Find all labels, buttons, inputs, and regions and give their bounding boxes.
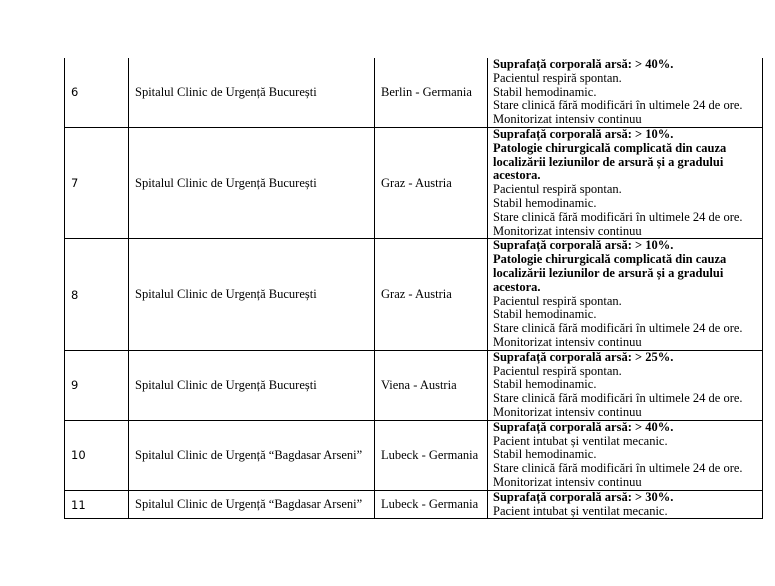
detail-bold-line: Suprafață corporală arsă: > 10%. bbox=[493, 126, 674, 141]
destination-cell: Viena - Austria bbox=[375, 350, 488, 420]
hospital-cell: Spitalul Clinic de Urgență București bbox=[129, 58, 375, 127]
detail-line: Stare clinică fără modificări în ultimele 24 de ore. bbox=[493, 98, 743, 113]
details-cell bbox=[488, 58, 763, 127]
detail-bold-line: acestora. bbox=[493, 168, 541, 183]
hospital-cell: Spitalul Clinic de Urgență “Bagdasar Arseni” bbox=[129, 420, 375, 490]
patients-table bbox=[64, 58, 763, 519]
row-number-cell: 11 bbox=[65, 490, 129, 519]
destination-cell: Lubeck - Germania bbox=[375, 420, 488, 490]
details-cell bbox=[488, 420, 763, 490]
detail-line: Stabil hemodinamic. bbox=[493, 377, 597, 392]
detail-bold-line: Patologie chirurgicală complicată din cauza bbox=[493, 140, 727, 155]
detail-line: Stare clinică fără modificări în ultimele 24 de ore. bbox=[493, 209, 743, 224]
detail-bold-line: Suprafață corporală arsă: > 40%. bbox=[493, 57, 674, 71]
detail-line: Stabil hemodinamic. bbox=[493, 307, 597, 322]
hospital-cell: Spitalul Clinic de Urgență București bbox=[129, 350, 375, 420]
table-body bbox=[65, 58, 763, 519]
detail-bold-line: Suprafață corporală arsă: > 25%. bbox=[493, 349, 674, 364]
hospital-cell: Spitalul Clinic de Urgență București bbox=[129, 127, 375, 238]
table-row bbox=[65, 127, 763, 238]
table-row bbox=[65, 350, 763, 420]
destination-cell: Graz - Austria bbox=[375, 127, 488, 238]
detail-bold-line: Patologie chirurgicală complicată din cauza bbox=[493, 252, 727, 267]
table-row bbox=[65, 490, 763, 519]
detail-line: Pacientul respiră spontan. bbox=[493, 293, 622, 308]
detail-line: Stabil hemodinamic. bbox=[493, 447, 597, 462]
detail-line: Monitorizat intensiv continuu bbox=[493, 223, 642, 238]
detail-line: Stare clinică fără modificări în ultimele 24 de ore. bbox=[493, 461, 743, 476]
detail-line: Stare clinică fără modificări în ultimele 24 de ore. bbox=[493, 321, 743, 336]
table-row bbox=[65, 420, 763, 490]
detail-line: Pacient intubat și ventilat mecanic. bbox=[493, 503, 668, 518]
detail-bold-line: Suprafață corporală arsă: > 40%. bbox=[493, 419, 674, 434]
row-number-cell: 8 bbox=[65, 239, 129, 350]
destination-cell: Lubeck - Germania bbox=[375, 490, 488, 519]
details-cell bbox=[488, 350, 763, 420]
detail-bold-line: localizării leziunilor de arsură și a gradului bbox=[493, 154, 724, 169]
details-cell bbox=[488, 127, 763, 238]
detail-bold-line: localizării leziunilor de arsură și a gradului bbox=[493, 265, 724, 280]
row-number-cell: 7 bbox=[65, 127, 129, 238]
detail-line: Pacientul respiră spontan. bbox=[493, 70, 622, 85]
destination-cell: Graz - Austria bbox=[375, 239, 488, 350]
details-cell bbox=[488, 490, 763, 519]
detail-line: Pacient intubat și ventilat mecanic. bbox=[493, 433, 668, 448]
details-cell bbox=[488, 239, 763, 350]
detail-line: Pacientul respiră spontan. bbox=[493, 182, 622, 197]
detail-line: Monitorizat intensiv continuu bbox=[493, 334, 642, 349]
table-row bbox=[65, 239, 763, 350]
hospital-cell: Spitalul Clinic de Urgență “Bagdasar Arseni” bbox=[129, 490, 375, 519]
detail-bold-line: Suprafață corporală arsă: > 10%. bbox=[493, 238, 674, 253]
hospital-cell: Spitalul Clinic de Urgență București bbox=[129, 239, 375, 350]
detail-line: Pacientul respiră spontan. bbox=[493, 363, 622, 378]
detail-line: Stare clinică fără modificări în ultimele 24 de ore. bbox=[493, 391, 743, 406]
detail-line: Monitorizat intensiv continuu bbox=[493, 112, 642, 127]
detail-bold-line: acestora. bbox=[493, 279, 541, 294]
destination-cell: Berlin - Germania bbox=[375, 58, 488, 127]
row-number-cell: 10 bbox=[65, 420, 129, 490]
detail-line: Stabil hemodinamic. bbox=[493, 84, 597, 99]
table-row bbox=[65, 58, 763, 127]
detail-bold-line: Suprafață corporală arsă: > 30%. bbox=[493, 489, 674, 504]
detail-line: Monitorizat intensiv continuu bbox=[493, 474, 642, 489]
row-number-cell: 9 bbox=[65, 350, 129, 420]
row-number-cell: 6 bbox=[65, 58, 129, 127]
detail-line: Stabil hemodinamic. bbox=[493, 195, 597, 210]
detail-line: Monitorizat intensiv continuu bbox=[493, 404, 642, 419]
